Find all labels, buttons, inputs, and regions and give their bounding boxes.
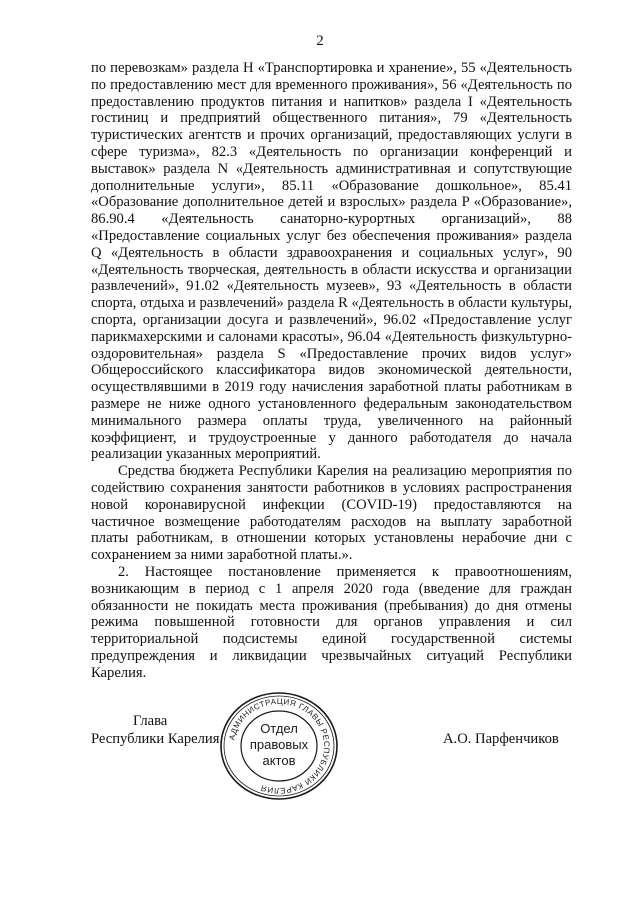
paragraph-continuation: по перевозкам» раздела H «Транспортировка и хранение», 55 «Деятельность по предоставлению мест для временного проживания», 56 «Деятельность по предоставлению продуктов питания и напитков» раздела I «Деятельность гостиниц и предприятий общественного питания», 79 «Деятельность туристических агентств и прочих организаций, предоставляющих услуги в сфере туризма», 82.3 «Деятельность по организации конференций и выставок» раздела N «Деятельность административная и сопутствующие дополнительные услуги», 85.11 «Образование дошкольное», 85.41 «Образование дополнительное детей и взрослых» раздела P «Образование», 86.90.4 «Деятельность санаторно-курортных организаций», 88 «Предоставление социальных услуг без обеспечения проживания» раздела Q «Деятельность в области здравоохранения и социальных услуг», 90 «Деятельность творческая, деятельность в области искусства и организации развлечений», 91.02 «Деятельность музеев», 93 «Деятельность в области спорта, отдыха и развлечений» раздела R «Деятельность в области культуры, спорта, организации досуга и развлечений», 96.02 «Предоставление услуг парикмахерскими и салонами красоты», 96.04 «Деятельность физкультурно-оздоровительная» раздела S «Предоставление прочих видов услуг» Общероссийского классификатора видов экономической деятельности, осуществлявшими в 2019 году начисления заработной платы работникам в размере не ниже одного установленного федеральным законодательством минимального размера оплаты труда, увеличенного на районный коэффициент, и трудоустроенные у данного работодателя до начала реализации указанных мероприятий. xyxy=(91,60,572,463)
svg-text:актов: актов xyxy=(262,753,296,768)
page-number: 2 xyxy=(316,33,324,49)
svg-text:Отдел: Отдел xyxy=(260,721,298,736)
signatory-title xyxy=(91,712,219,748)
svg-text:АДМИНИСТРАЦИЯ ГЛАВЫ РЕСПУБЛИКИ: АДМИНИСТРАЦИЯ ГЛАВЫ РЕСПУБЛИКИ КАРЕЛИЯ xyxy=(227,696,332,796)
paragraph-effective-date: 2. Настоящее постановление применяется к правоотношениям, возникающим в период с 1 апреля 2020 года (введение для граждан обязанности не покидать места проживания (пребывания) до дня отмены режима повышенной готовности для органов управления и сил территориальной подсистемы единой государственной системы предупреждения и ликвидации чрезвычайных ситуаций Республики Карелия. xyxy=(91,563,572,681)
paragraph-budget-funds: Средства бюджета Республики Карелия на реализацию мероприятия по содействию сохранения занятости работников в условиях распространения новой коронавирусной инфекции (COVID-19) предоставляются на частичное возмещение работодателям расходов на выплату заработной платы работникам, в отношении которых установлены нерабочие дни с сохранением за ними заработной платы.». xyxy=(91,463,572,564)
signatory-title-line1: Глава xyxy=(133,713,168,729)
official-stamp xyxy=(218,690,340,802)
signatory-title-line2: Республики Карелия xyxy=(91,731,220,747)
svg-text:правовых: правовых xyxy=(249,737,309,752)
signatory-name: А.О. Парфенчиков xyxy=(443,731,559,747)
document-body xyxy=(91,60,572,681)
